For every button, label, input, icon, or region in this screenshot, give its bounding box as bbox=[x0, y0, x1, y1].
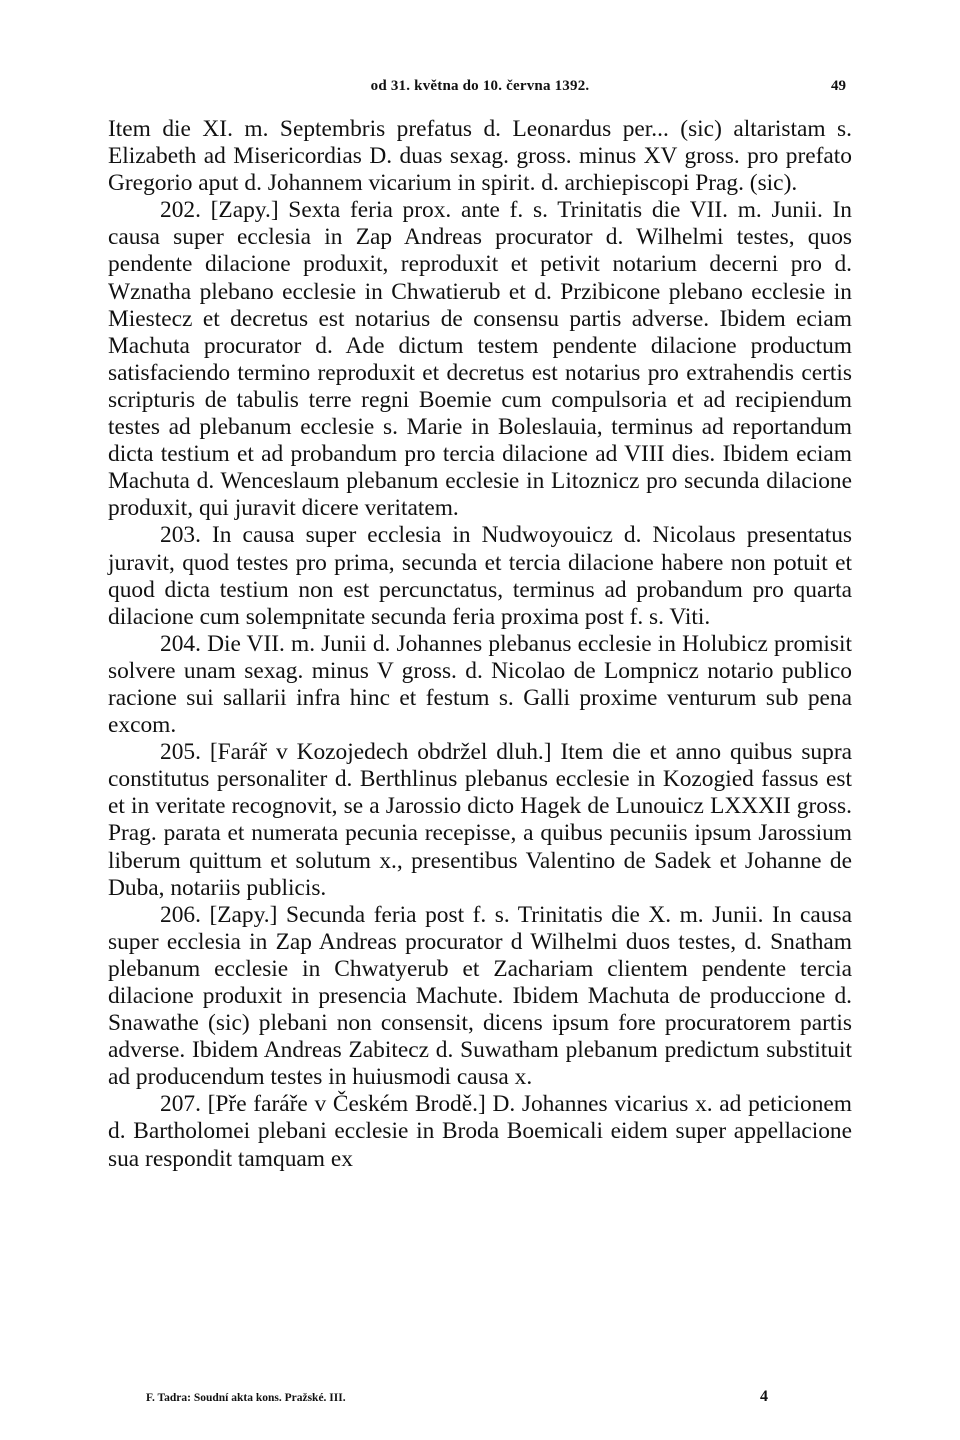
page-number: 49 bbox=[831, 78, 846, 94]
entry-207: 207. [Pře faráře v Českém Brodě.] D. Johannes vicarius x. ad peticionem d. Bartholomei plebani ecclesie in Broda Boemicali eidem super appellacione sua respondit tamquam ex bbox=[108, 1091, 852, 1172]
entry-203: 203. In causa super ecclesia in Nudwoyouicz d. Nicolaus presentatus juravit, quod testes pro prima, secunda et tercia dilacione habere non potuit et quod dicta testium non est percunctatus, terminus ad probandum pro quarta dilacione cum solempnitate secunda feria proxima post f. s. Viti. bbox=[108, 522, 852, 630]
footer bbox=[108, 1390, 852, 1412]
signature-mark: 4 bbox=[760, 1388, 768, 1405]
entry-204: 204. Die VII. m. Junii d. Johannes plebanus ecclesie in Holubicz promisit solvere unam sexag. minus V gross. d. Nicolao de Lompnicz notario publico racione sui sallarii infra hinc et festum s. Galli proxime venturum sub pena excom. bbox=[108, 630, 852, 739]
running-title: od 31. května do 10. června 1392. bbox=[370, 78, 590, 94]
entry-205: 205. [Farář v Kozojedech obdržel dluh.] Item die et anno quibus supra constitutus personaliter d. Berthlinus plebanus ecclesie in Kozogied fassus est et in veritate recognovit, se a Jarossio dicto Hagek de Lunouicz LXXXII gross. Prag. parata et numerata pecunia recepisse, a quibus pecuniis ipsum Jarossium liberum quittum et solutum x., presentibus Valentino de Sadek et Johanne de Duba, notariis publicis. bbox=[108, 739, 852, 901]
entry-202: 202. [Zapy.] Sexta feria prox. ante f. s. Trinitatis die VII. m. Junii. In causa super ecclesia in Zap Andreas procurator d. Wilhelmi testes, quos pendente dilacione produxit, reproduxit et petivit notarium decerni pro d. Wznatha plebano ecclesie in Chwatierub et d. Przibicone plebano ecclesie in Miestecz et decretus est notarius de consensu partis adverse. Ibidem eciam Machuta procurator d. Ade dictum testem pendente dilacione productum satisfaciendo termino reproduxit et decretus est notarius pro extrahendis certis scripturis de tabulis terre regni Boemie cum compulsoria et ad recipiendum testes ad plebanum ecclesie s. Marie in Boleslauia, terminus ad reportandum dicta testium et ad probandum pro tercia dilacione ad VIII dies. Ibidem eciam Machuta d. Wenceslaum plebanum ecclesie in Litoznicz pro secunda dilacione produxit, qui juravit dicere veritatem. bbox=[108, 197, 852, 522]
body-text bbox=[108, 116, 852, 1173]
footer-source: F. Tadra: Soudní akta kons. Pražské. III. bbox=[146, 1392, 346, 1404]
entry-206: 206. [Zapy.] Secunda feria post f. s. Trinitatis die X. m. Junii. In causa super ecclesia in Zap Andreas procurator d Wilhelmi duos testes, d. Snatham plebanum ecclesie in Chwatyerub et Zachariam clientem pendente tercia dilacione produxit in presencia Machute. Ibidem Machuta de produccione d. Snawathe (sic) plebani non consensit, dicens ipsum fore procuratorem partis adverse. Ibidem Andreas Zabitecz d. Suwatham plebanum predictum substituit ad producendum testes in huiusmodi causa x. bbox=[108, 901, 852, 1091]
paragraph-item-leonardus: Item die XI. m. Septembris prefatus d. Leonardus per... (sic) altaristam s. Elizabeth ad Misericordias D. duas sexag. gross. minus XV gross. pro prefato Gregorio aput d. Johannem vicarium in spirit. d. archiepiscopi Prag. (sic). bbox=[108, 116, 852, 197]
running-head bbox=[108, 78, 852, 100]
